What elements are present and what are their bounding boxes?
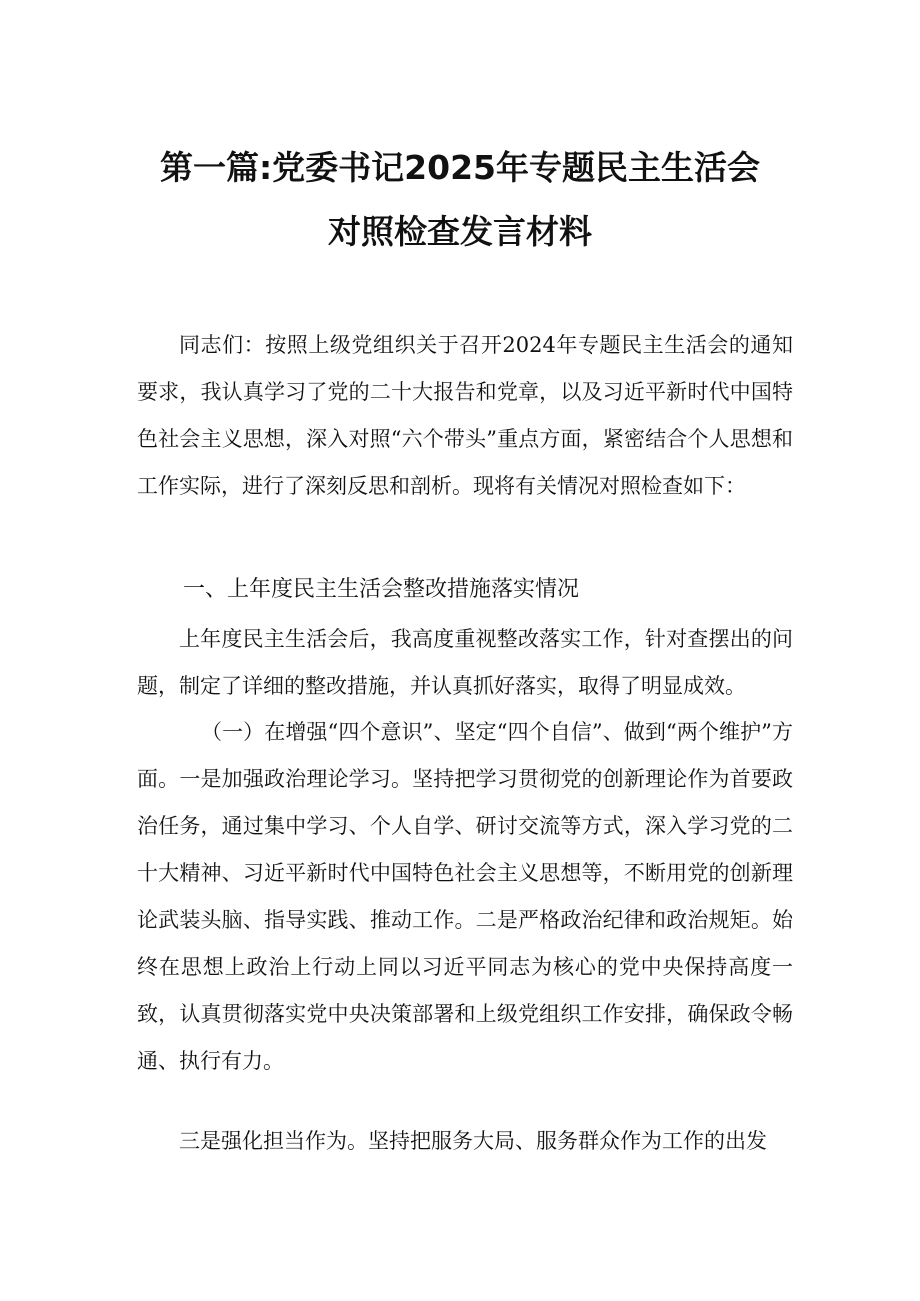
paragraph-block-1 (137, 616, 793, 710)
paragraph-3: 三是强化担当作为。坚持把服务大局、服务群众作为工作的出发 (179, 1129, 767, 1153)
document-title-line1: 第一篇:党委书记2025年专题民主生活会 (159, 148, 761, 187)
intro-paragraph-block (137, 322, 793, 510)
paragraph-2: （一）在增强“四个意识”、坚定“四个自信”、做到“两个维护”方面。一是加强政治理论学习。坚持把学习贯彻党的创新理论作为首要政治任务，通过集中学习、个人自学、研讨交流等方式，深入学习党的二十大精神、习近平新时代中国特色社会主义思想等，不断用党的创新理论武装头脑、指导实践、推动工作。二是严格政治纪律和政治规矩。始终在思想上政治上行动上同以习近平同志为核心的党中央保持高度一致，认真贯彻落实党中央决策部署和上级党组织工作安排，确保政令畅通、执行有力。 (137, 720, 793, 1073)
paragraph-block-3 (137, 1118, 793, 1165)
paragraph-block-2 (137, 709, 793, 1085)
document-title-line2: 对照检查发言材料 (328, 212, 592, 251)
paragraph-1: 上年度民主生活会后，我高度重视整改落实工作，针对查摆出的问题，制定了详细的整改措施，并认真抓好落实，取得了明显成效。 (137, 627, 793, 698)
intro-paragraph: 同志们：按照上级党组织关于召开2024年专题民主生活会的通知要求，我认真学习了党的二十大报告和党章，以及习近平新时代中国特色社会主义思想，深入对照“六个带头”重点方面，紧密结合个人思想和工作实际，进行了深刻反思和剖析。现将有关情况对照检查如下： (137, 333, 793, 498)
section-heading: 一、上年度民主生活会整改措施落实情况 (183, 577, 580, 602)
